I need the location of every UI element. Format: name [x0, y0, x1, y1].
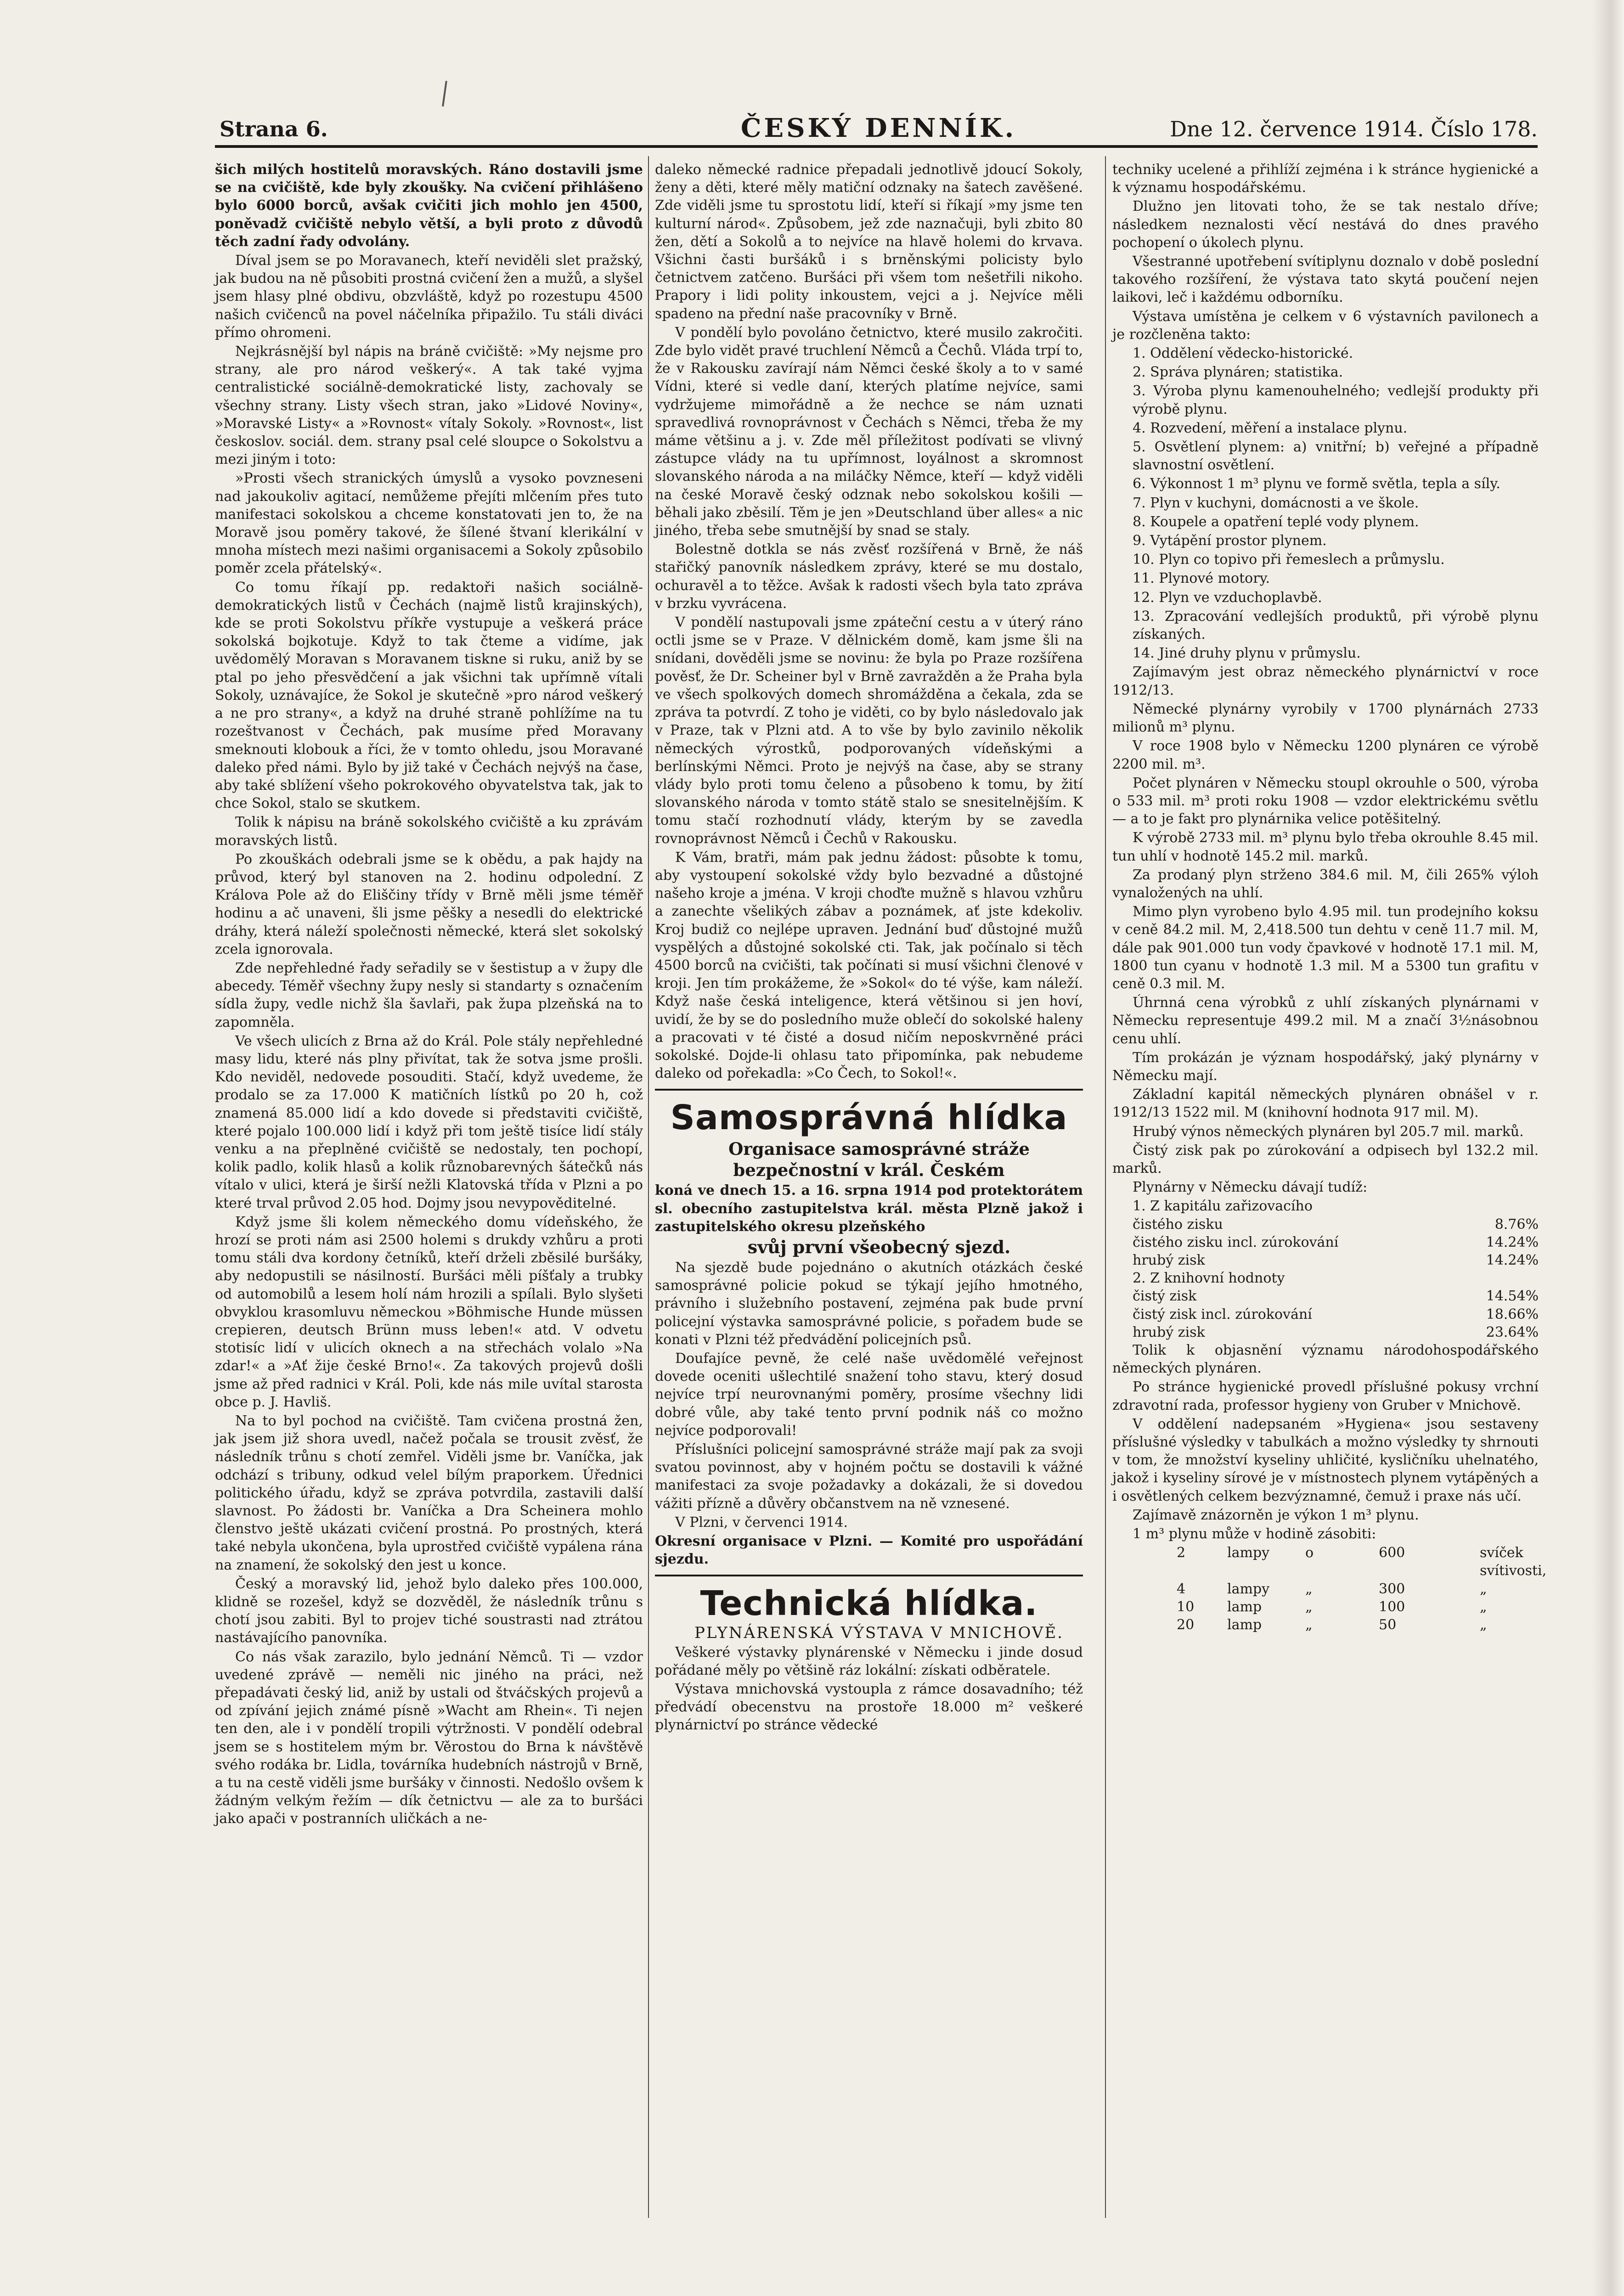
- paragraph: Za prodaný plyn strženo 384.6 mil. M, čili 265% výloh vynaložených na uhlí.: [1112, 867, 1539, 901]
- paragraph: »Prosti všech stranických úmyslů a vysoko povzneseni nad jakoukoliv agitací, nemůžeme přejíti mlčením přes tuto manifestaci sokolskou a chceme konstatovati jen to, že na Moravě jsou poměry takové, že šílené štvaní klerikální v mnoha místech mezi našimi organisacemi a Sokoly způsobilo poměr zcela přátelský«.: [215, 470, 643, 577]
- yield-row: [1112, 1251, 1539, 1269]
- yield-label: 2. Z knihovní hodnoty: [1133, 1270, 1285, 1287]
- exhibition-list: [1112, 344, 1539, 662]
- paragraph: K Vám, bratři, mám pak jednu žádost: působte k tomu, aby vystoupení sokolské vždy bylo bezvadné a důstojné našeho kroje a jména. V kroji choďte mužně s hlavou vzhůru a zanechte všelikých zábav a poznámek, ať jste kdekoliv. Kroj budiž co nejlépe upraven. Jednání buď důstojné mužů vyspělých a důstojné sokolské cti. Tak, jak počínalo si těch 4500 borců na cvičišti, tak počínati si musí všichni členové v kroji. Jen tím prokážeme, že »Sokol« do té výše, kam náleží. Když naše česká inteligence, která většinou si jen hoví, uvidí, že by se do posledního muže oblečí do sokolské haleny a pracovati v té čisté a dosud ničím neposkvrněné práci sokolské. Dojde-li ohlasu tato připomínka, pak nebudeme daleko od pořekadla: »Co Čech, to Sokol!«.: [655, 849, 1083, 1082]
- paragraph: Po zkouškách odebrali jsme se k obědu, a pak hajdy na průvod, který byl stanoven na 2. hodinu odpolední. Z Králova Pole až do Eliščiny třídy v Brně měli jsme téměř hodinu a ač unaveni, šli jsme pěšky a nesedli do elektrické dráhy, která náleží společnosti německé, která slet sokolský zcela ignorovala.: [215, 851, 643, 957]
- paragraph: Hrubý výnos německých plynáren byl 205.7 mil. marků.: [1133, 1123, 1524, 1140]
- paragraph: Ve všech ulicích z Brna až do Král. Pole stály nepřehledné masy lidu, které nás plny přivítat, tak že sotva jsme prošli. Kdo neviděl, nedovede posouditi. Stačí, když uvedeme, že prodalo se za 17.000 K matičních lístků po 20 h, což znamená 85.000 lidí a kdo dovede si představiti cvičiště, které pojalo 100.000 lidí i když při tom ještě tisíce lidí stály venku a na přeplněné cvičiště se nedostaly, ten pochopí, kolik padlo, kolik hlasů a kolik různobarevných šátečků nás vítalo v ulici, která je širší nežli Klatovská třída v Plzni a po které trval průvod 2.05 hod. Dojmy jsou nevypověditelné.: [215, 1033, 643, 1211]
- meeting-notice: koná ve dnech 15. a 16. srpna 1914 pod protektorátem sl. obecního zastupitelstva král. města Plzně jakož i zastupitelského okresu plzeňského: [655, 1182, 1083, 1235]
- paragraph: Doufajíce pevně, že celé naše uvědomělé veřejnost dovede oceniti ušlechtilé snažení toho stavu, který dosud nejvíce trpí neurovnanými poměry, prosíme všechny lidi dobré vůle, aby také tento první podnik náš co možno nejvíce podporovali!: [655, 1350, 1083, 1439]
- yield-row: [1112, 1306, 1539, 1323]
- paragraph: Čistý zisk pak po zúrokování a odpisech byl 132.2 mil. marků.: [1112, 1142, 1539, 1176]
- yield-row: [1112, 1269, 1539, 1287]
- pencil-mark: [442, 81, 447, 107]
- cell: 4: [1177, 1581, 1186, 1597]
- yield-row: [1112, 1233, 1539, 1251]
- section-divider: [655, 1089, 1083, 1091]
- cell: 20: [1177, 1617, 1195, 1633]
- section-subtitle: Organisace samosprávné stráže bezpečnostní v král. Českém: [728, 1139, 1030, 1181]
- paragraph: Výstava mnichovská vystoupla z rámce dosavadního; též předvádí obecenstvu na prostoře 18.000 m² veškeré plynárnictví po stránce vědecké: [655, 1681, 1083, 1733]
- cell: 100: [1379, 1598, 1405, 1615]
- list-item: 14. Jiné druhy plynu v průmyslu.: [1133, 645, 1361, 662]
- list-item: 11. Plynové motory.: [1133, 570, 1270, 587]
- paragraph: Mimo plyn vyrobeno bylo 4.95 mil. tun prodejního koksu v ceně 84.2 mil. M, 2,418.500 tun dehtu v ceně 11.7 mil. M, dále pak 901.000 tun vody čpavkové v hodnotě 17.1 mil. M, 1800 tun cyanu v hodnotě 1.3 mil. M a 5300 tun grafitu v ceně 0.3 mil. M.: [1112, 904, 1539, 992]
- paragraph: Počet plynáren v Německu stoupl okrouhle o 500, výroba o 533 mil. m³ proti roku 1908 — vzdor elektrickému světlu — a to je fakt pro plynárnika velice potěšitelný.: [1112, 775, 1539, 827]
- yield-row: [1112, 1216, 1539, 1233]
- paragraph: Zajímavým jest obraz německého plynárnictví v roce 1912/13.: [1112, 664, 1539, 698]
- cell: „: [1305, 1617, 1313, 1633]
- yield-label: čistého zisku incl. zúrokování: [1133, 1234, 1339, 1250]
- list-item: 8. Koupele a opatření teplé vody plynem.: [1133, 513, 1419, 530]
- column-rule: [648, 156, 649, 2218]
- cell: o: [1305, 1545, 1314, 1561]
- lamp-row: [1177, 1598, 1539, 1616]
- paragraph: Nejkrásnější byl nápis na bráně cvičiště: »My nejsme pro strany, ale pro národ veškerý«. A tak také vyjma centralistické sociálně-demokratické listy, zachovaly se všechny strany. Listy všech stran, jako »Lidové Noviny«, »Moravské Listy« a »Rovnost« vítaly Sokoly. »Rovnost«, list českoslov. sociál. dem. strany psal celé sloupce o Sokolstvu a mezi jiným i toto:: [215, 343, 643, 468]
- yield-label: 1. Z kapitálu zařizovacího: [1133, 1198, 1313, 1215]
- paragraph: V oddělení nadepsaném »Hygiena« jsou sestaveny příslušné výsledky v tabulkách a možno výsledky ty shrnouti v tom, že množství kyseliny uhličité, kysličníku uhelnatého, jakož i kyseliny sírové je v místnostech plynem vytápěných a i osvětlených celkem bezvýznamné, čemuž i praxe nás učí.: [1112, 1416, 1539, 1504]
- paragraph: Základní kapitál německých plynáren obnášel v r. 1912/13 1522 mil. M (knihovní hodnota 917 mil. M).: [1112, 1086, 1539, 1121]
- page-edge-shadow: [1592, 0, 1624, 2296]
- yield-label: hrubý zisk: [1133, 1324, 1205, 1340]
- paragraph: Tím prokázán je význam hospodářský, jaký plynárny v Německu mají.: [1112, 1049, 1539, 1084]
- cell: „: [1480, 1581, 1487, 1597]
- yield-value: 23.64%: [1486, 1324, 1539, 1340]
- paragraph: V Plzni, v červenci 1914.: [675, 1514, 848, 1531]
- yield-row: [1112, 1287, 1539, 1305]
- paragraph: Příslušníci policejní samosprávné stráže mají pak za svoji svatou povinnost, aby v hojném počtu se dostavili k vážné manifestaci za svoje požadavky a dokázali, že si dovedou vážiti přízně a důvěry občanstvem na ně vznesené.: [655, 1441, 1083, 1512]
- yield-label: čistého zisku: [1133, 1216, 1223, 1232]
- list-item: 10. Plyn co topivo při řemeslech a průmyslu.: [1133, 551, 1445, 568]
- paragraph: V pondělí nastupovali jsme zpáteční cestu a v úterý ráno octli jsme se v Praze. V dělnickém domě, kam jsme šli na snídani, dověděli jsme se novinu: že byla po Praze rozšířena pověsť, že Dr. Scheiner byl v Brně zavražděn a že Praha byla ve všech spolkových domech shromážděna a čekala, zda se zpráva ta potvrdí. Z toho je viděti, co by bylo následovalo jak v Praze, tak v Plzni atd. A to vše by bylo zavinilo několik německých výrostků, podporovaných vídeňskými a berlínskými Němci. Proto je nejvýš na čase, aby se strany vlády bylo proti tomu čeleno a působeno k tomu, by žití slovanského národa v tomto státě stalo se snesitelnějším. K tomu stačí rozhodnutí vlády, kterým by se zavedla rovnoprávnost Němců i Čechů v Rakousku.: [655, 614, 1083, 847]
- cell: lamp: [1227, 1617, 1262, 1633]
- paragraph: Německé plynárny vyrobily v 1700 plynárnách 2733 milionů m³ plynu.: [1112, 701, 1539, 736]
- paragraph: V roce 1908 bylo v Německu 1200 plynáren ce výrobě 2200 mil. m³.: [1112, 738, 1539, 772]
- paragraph: Co nás však zarazilo, bylo jednání Němců. Ti — vzdor uvedené zprávě — neměli nic jiného na práci, než přepadávati český lid, aniž by ustali od štváčských projevů a od zpívání jejich známé písně »Wacht am Rhein«. Ti nejen ten den, ale i v pondělí tropili výtržnosti. V pondělí odebral jsem se s hostitelem mým br. Věrostou do Brna k návštěvě svého rodáka br. Lidla, továrníka hudebních nástrojů v Brně, a tu na cestě viděli jsme buršáky v činnosti. Nedošlo ovšem k žádným velkým řežím — dík četnictvu — ale za to buršáci jako apači v postranních uličkách a ne-: [215, 1649, 643, 1827]
- paragraph: Co tomu říkají pp. redaktoři našich sociálně-demokratických listů v Čechách (najmě listů krajinských), kde se proti Sokolstvu příkře vystupuje a veškerá práce sokolská bojkotuje. Když to tak čteme a vidíme, jak uvědomělý Moravan s Moravanem tiskne si ruku, aniž by se ptal po jeho přesvědčení a jak všichni tak upřímně vítali Sokoly, uznávajíce, že Sokol je skutečně »pro národ veškerý a ne pro strany«, a když na druhé straně pohlížíme na tu rozeštvanost v Čechách, pak musíme před Moravany smeknouti klobouk a říci, že v tomto ohledu, jsou Moravané daleko před námi. Bylo by již také v Čechách nejvýš na čase, aby také sblížení všeho pokrokového obyvatelstva tak, jak to chce Sokol, stalo se skutkem.: [215, 579, 643, 812]
- column-rule: [1105, 156, 1106, 2218]
- cell: „: [1480, 1598, 1487, 1615]
- column-3: [1112, 161, 1547, 2218]
- cell: 10: [1177, 1598, 1195, 1615]
- yield-label: čistý zisk incl. zúrokování: [1133, 1306, 1312, 1322]
- cell: 600: [1379, 1545, 1405, 1561]
- paragraph: Na sjezdě bude pojednáno o akutních otázkách české samosprávné policie pokud se týkají jejího hmotného, právního i služebního postavení, zejména pak bude první policejní výstavka samosprávné policie, s pořadem bude se konati v Plzni též předvádění policejních psů.: [655, 1259, 1083, 1348]
- yield-value: 18.66%: [1486, 1306, 1539, 1322]
- signature: Okresní organisace v Plzni. — Komité pro uspořádání sjezdu.: [655, 1533, 1083, 1568]
- cell: 2: [1177, 1545, 1186, 1561]
- paragraph: K výrobě 2733 mil. m³ plynu bylo třeba okrouhle 8.45 mil. tun uhlí v hodnotě 145.2 mil. marků.: [1112, 830, 1539, 864]
- lamp-row: [1177, 1580, 1539, 1598]
- cell: „: [1305, 1598, 1313, 1615]
- paragraph: Tolik k nápisu na bráně sokolského cvičiště a ku zprávám moravských listů.: [215, 814, 643, 849]
- list-item: 6. Výkonnost 1 m³ plynu ve formě světla, tepla a síly.: [1133, 476, 1500, 492]
- page-number: Strana 6.: [220, 117, 328, 141]
- paragraph: Zajímavě znázorněn je výkon 1 m³ plynu.: [1133, 1507, 1419, 1523]
- paragraph: daleko německé radnice přepadali jednotlivě jdoucí Sokoly, ženy a děti, které měly matiční odznaky na šatech zavěšené. Zde viděli jsme tu sprostotu lidí, kteří si říkají »my jsme ten kulturní národ«. Způsobem, jež zde naznačuji, byli zbito 80 žen, dětí a Sokolů a to nejvíce na hlavě holemi do krvava. Všichni časti buršáků i s brněnskými policisty bylo četnictvem zatčeno. Buršáci při všem tom nešetřili nikoho. Prapory i lidi polity inkoustem, vejci a j. Nejvíce měli spadeno na přední naše pracovníky v Brně.: [655, 162, 1083, 322]
- paragraph: šich milých hostitelů moravských. Ráno dostavili jsme se na cvičiště, kde byly zkoušky. Na cvičení přihlášeno bylo 6000 borců, avšak cvičiti jich mohlo jen 4500, poněvadž cvičiště nebylo větší, a byli proto z důvodů těch zadní řady odvolány.: [215, 162, 643, 250]
- lamp-table: [1112, 1544, 1547, 1634]
- newspaper-title: ČESKÝ DENNÍK.: [740, 113, 1017, 143]
- list-item: 5. Osvětlení plynem: a) vnitřní; b) veřejné a případně slavnostní osvětlení.: [1133, 439, 1539, 473]
- yield-label: hrubý zisk: [1133, 1252, 1205, 1268]
- cell: 50: [1379, 1617, 1397, 1633]
- paragraph: Zde nepřehledné řady seřadily se v šestistup a v župy dle abecedy. Téměř všechny župy nesly si standarty s označením sídla župy, vedle nichž šla šavlaři, pak župa plzeňská na to zapomněla.: [215, 960, 643, 1030]
- yield-row: [1112, 1197, 1539, 1215]
- paragraph: Na to byl pochod na cvičiště. Tam cvičena prostná žen, jak jsem již shora uvedl, načež počala se trousit zvěsť, že následník trůnu s chotí zemřel. Viděli jsme br. Vaníčka, jak odchází s tribuny, odkud velel bílým praporkem. Úřednici politického úřadu, když se zpráva potvrdila, zastavili další slavnost. Po žádosti br. Vaníčka a Dra Scheinera mohlo členstvo ještě ukázati cvičení prostná. Po prostných, která také nebyla ukončena, byla uprostřed cvičiště vypálena rána na znamení, že sokolský den jest u konce.: [215, 1413, 643, 1573]
- list-item: 13. Zpracování vedlejších produktů, při výrobě plynu získaných.: [1133, 608, 1539, 643]
- paragraph: Díval jsem se po Moravanech, kteří neviděli slet pražský, jak budou na ně působiti prostná cvičení žen a mužů, a slyšel jsem hlasy plné obdivu, obzvláště, když po rozestupu 4500 našich cvičenců na povel náčelníka připažilo. Tu stáli diváci přímo ohromeni.: [215, 253, 643, 341]
- paragraph: Český a moravský lid, jehož bylo daleko přes 100.000, klidně se rozešel, když se dozvěděl, že následník trůnu s chotí jsou zabiti. Byl to projev tiché soustrasti nad ztrátou nastávajícího panovníka.: [215, 1576, 643, 1646]
- list-item: 9. Vytápění prostor plynem.: [1133, 533, 1327, 549]
- paragraph: techniky ucelené a přihlíží zejména i k stránce hygienické a k významu hospodářskému.: [1112, 162, 1539, 196]
- paragraph: 1 m³ plynu může v hodině zásobiti:: [1133, 1526, 1376, 1542]
- section-divider: [655, 1575, 1083, 1576]
- paragraph: Plynárny v Německu dávají tudíž:: [1133, 1179, 1368, 1196]
- section-title-technicka: Technická hlídka.: [700, 1584, 1038, 1624]
- yield-value: 14.54%: [1486, 1288, 1539, 1305]
- lamp-row: [1177, 1616, 1539, 1634]
- paragraph: Veškeré výstavky plynárenské v Německu i jinde dosud pořádané měly po většině ráz lokální: získati odběratele.: [655, 1644, 1083, 1678]
- yield-list: [1112, 1197, 1539, 1341]
- cell: 300: [1379, 1581, 1405, 1597]
- column-1: [215, 161, 643, 2218]
- list-item: 4. Rozvedení, měření a instalace plynu.: [1133, 420, 1408, 436]
- yield-row: [1112, 1323, 1539, 1341]
- cell: lampy: [1227, 1581, 1270, 1597]
- list-item: 1. Oddělení vědecko-historické.: [1133, 345, 1353, 362]
- cell: lamp: [1227, 1598, 1262, 1615]
- paragraph: Tolik k objasnění významu národohospodářského německých plynáren.: [1112, 1342, 1539, 1377]
- yield-value: 14.24%: [1486, 1252, 1539, 1268]
- cell: „: [1305, 1581, 1313, 1597]
- cell: „: [1480, 1617, 1487, 1633]
- list-item: 7. Plyn v kuchyni, domácnosti a ve škole.: [1133, 495, 1419, 511]
- column-2: [655, 161, 1083, 2218]
- paragraph: Bolestně dotkla se nás zvěsť rozšířená v Brně, že náš stařičký panovník následkem zprávy, které se mu dostalo, ochuravěl a to těžce. Avšak k radosti všech byla tato zpráva v brzku vyvrácena.: [655, 541, 1083, 612]
- cell: svíček svítivosti,: [1480, 1545, 1547, 1579]
- section-title-samospravna: Samosprávná hlídka: [670, 1098, 1068, 1138]
- list-item: 12. Plyn ve vzduchoplavbě.: [1133, 589, 1322, 606]
- cell: lampy: [1227, 1545, 1270, 1561]
- paragraph: Výstava umístěna je celkem v 6 výstavních pavilonech a je rozčleněna takto:: [1112, 308, 1539, 343]
- paragraph: Všestranné upotřebení svítiplynu doznalo v době poslední takového rozšíření, že výstava tato skytá poučení nejen laikovi, leč i každému odborníku.: [1112, 253, 1539, 306]
- list-item: 3. Výroba plynu kamenouhelného; vedlejší produkty při výrobě plynu.: [1133, 383, 1539, 417]
- header-rule: [215, 145, 1538, 148]
- yield-value: 8.76%: [1494, 1216, 1539, 1232]
- list-item: 2. Správa plynáren; statistika.: [1133, 364, 1343, 381]
- meeting-heading: svůj první všeobecný sjezd.: [747, 1236, 1011, 1257]
- page-header: [220, 113, 1538, 145]
- issue-date: Dne 12. července 1914. Číslo 178.: [1170, 117, 1538, 141]
- paragraph: Dlužno jen litovati toho, že se tak nestalo dříve; následkem neznalosti věcí nestává do dnes pravého pochopení o úkolech plynu.: [1112, 198, 1539, 251]
- paragraph: Úhrnná cena výrobků z uhlí získaných plynárnami v Německu representuje 499.2 mil. M a značí 3½násobnou cenu uhlí.: [1112, 995, 1539, 1047]
- paragraph: Po stránce hygienické provedl příslušné pokusy vrchní zdravotní rada, professor hygieny von Gruber v Mnichově.: [1112, 1379, 1539, 1413]
- section-caption: PLYNÁRENSKÁ VÝSTAVA V MNICHOVĚ.: [694, 1624, 1064, 1643]
- yield-value: 14.24%: [1486, 1234, 1539, 1250]
- paragraph: V pondělí bylo povoláno četnictvo, které musilo zakročiti. Zde bylo vidět pravé truchlení Němců a Čechů. Vláda trpí to, že v Rakousku zavírají nám Němci české školy a to v samé Vídni, které si vedle daní, kterých platíme nejvíce, sami vydržujeme mimořádně a že nechce se nám uznati spravedlivá rovnoprávnost v Čechách s Němci, třeba že my máme většinu a j. v. Zde měl příležitost podívati se vlivný zástupce vlády na tu upřímnost, loyálnost a skromnost slovanského národa a na miláčky Němce, kteří — když viděli na české Moravě český odznak nebo sokolskou košili — běhali jako zběsilí. Těm je jen »Deutschland über alles« a nic jiného, třeba sebe smutnější by snad se staly.: [655, 324, 1083, 539]
- paragraph: Když jsme šli kolem německého domu vídeňského, že hrozí se proti nám asi 2500 holemi s drukdy vzhůru a proti tomu stáli dva kordony četníků, kteří drželi zběsilé buršáky, aby nedopustili se násilností. Buršáci měli píšťaly a trubky od automobilů a lesem holí nám hrozili a spílali. Bylo slyšeti obvyklou krasomluvu německou »Böhmische Hunde müssen crepieren, deutsch Brünn muss leben!« atd. V odvetu stotisíc lidí v ulicích oknech a na střechách volalo »Na zdar!« a »Ať žije české Brno!«. Za takových projevů došli jsme až před radnici v Král. Poli, kde nás mile uvítal starosta obce p. J. Havliš.: [215, 1214, 643, 1410]
- lamp-row: [1177, 1544, 1547, 1580]
- yield-label: čistý zisk: [1133, 1288, 1197, 1305]
